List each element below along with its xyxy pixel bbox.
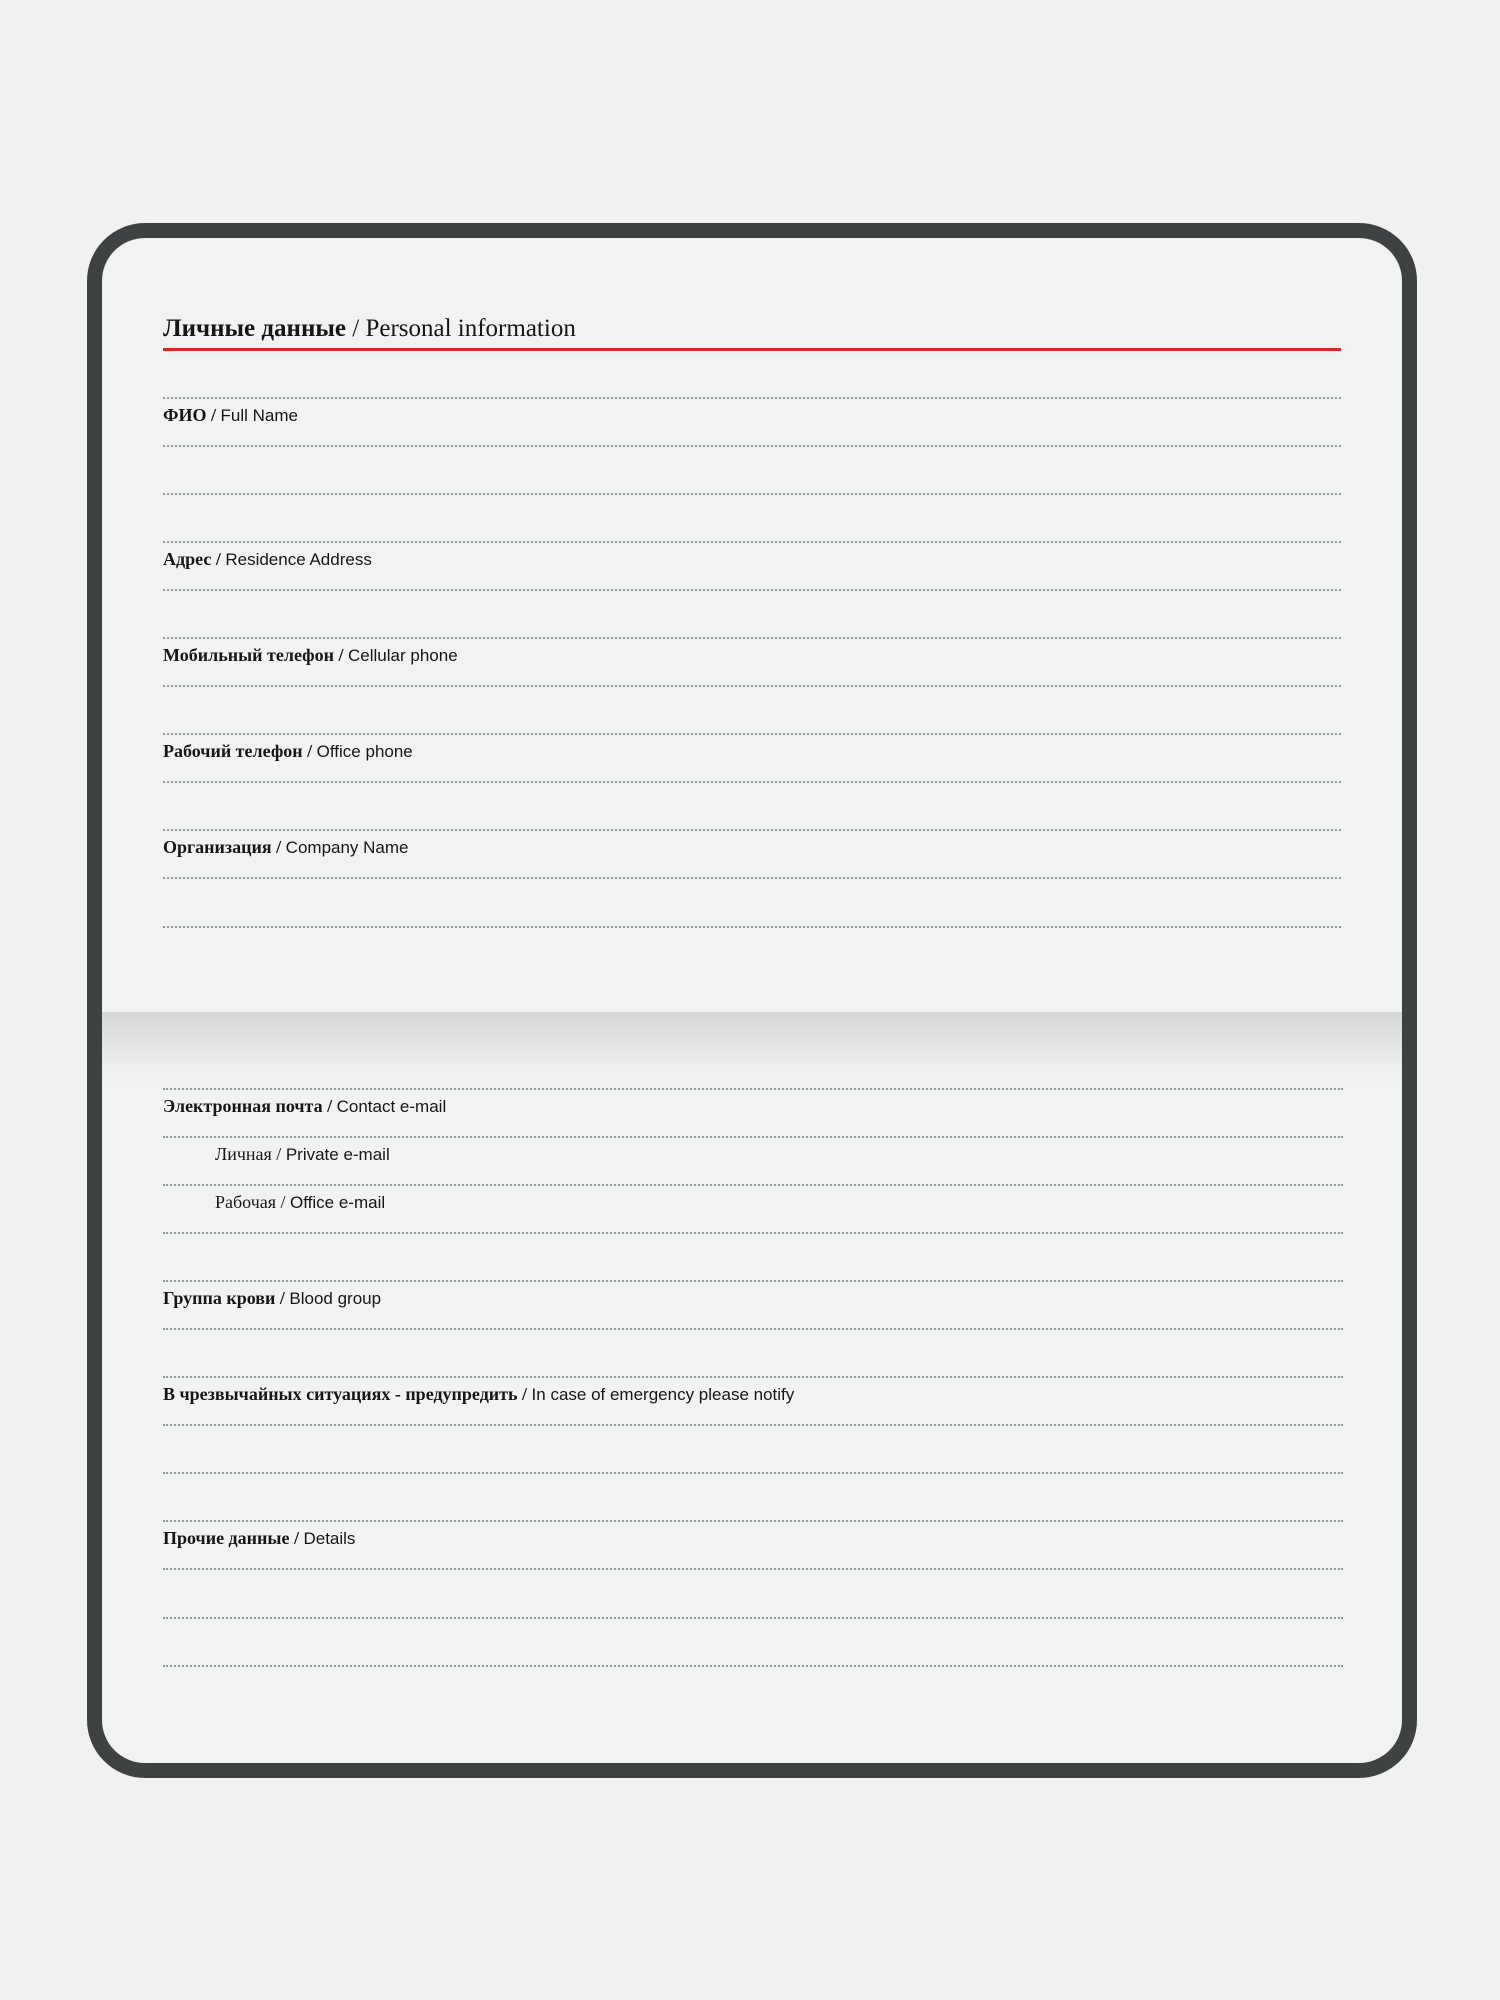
form-line[interactable] [163,1472,1343,1474]
form-line[interactable] [163,685,1341,687]
label-cellular-phone: Мобильный телефон / Cellular phone [163,645,458,665]
form-line[interactable] [163,1232,1343,1234]
form-line[interactable] [163,397,1341,399]
label-full-name: ФИО / Full Name [163,405,298,425]
form-line[interactable] [163,445,1341,447]
form-line[interactable] [163,1617,1343,1619]
label-contact-email: Электронная почта / Contact e-mail [163,1096,447,1116]
form-line[interactable] [163,637,1341,639]
form-line[interactable] [163,1328,1343,1330]
section-title-ru: Личные данные [163,315,346,342]
label-office-email: Рабочая / Office e-mail [215,1192,386,1212]
label-company-name: Организация / Company Name [163,837,409,857]
label-office-phone: Рабочий телефон / Office phone [163,741,413,761]
label-private-email: Личная / Private e-mail [215,1144,390,1164]
form-line[interactable] [163,1184,1343,1186]
form-line[interactable] [163,1665,1343,1667]
form-line[interactable] [163,589,1341,591]
section-title [163,313,576,345]
form-line[interactable] [163,1376,1343,1378]
form-line[interactable] [163,926,1341,928]
form-line[interactable] [163,781,1341,783]
form-line[interactable] [163,1424,1343,1426]
form-line[interactable] [163,877,1341,879]
form-line[interactable] [163,493,1341,495]
label-blood-group: Группа крови / Blood group [163,1288,382,1308]
form-line[interactable] [163,1280,1343,1282]
section-title-en: Personal information [365,315,576,342]
label-details: Прочие данные / Details [163,1528,356,1548]
form-line[interactable] [163,1136,1343,1138]
form-line[interactable] [163,733,1341,735]
form-line[interactable] [163,1568,1343,1570]
title-underline [163,348,1341,351]
form-line[interactable] [163,1520,1343,1522]
form-line[interactable] [163,541,1341,543]
page-fold [102,1012,1402,1086]
form-line[interactable] [163,829,1341,831]
label-residence-address: Адрес / Residence Address [163,549,372,569]
label-emergency-contact: В чрезвычайных ситуациях - предупредить / In case of emergency please notify [163,1384,795,1404]
section-title-separator: / [345,315,366,342]
form-line[interactable] [163,1088,1343,1090]
